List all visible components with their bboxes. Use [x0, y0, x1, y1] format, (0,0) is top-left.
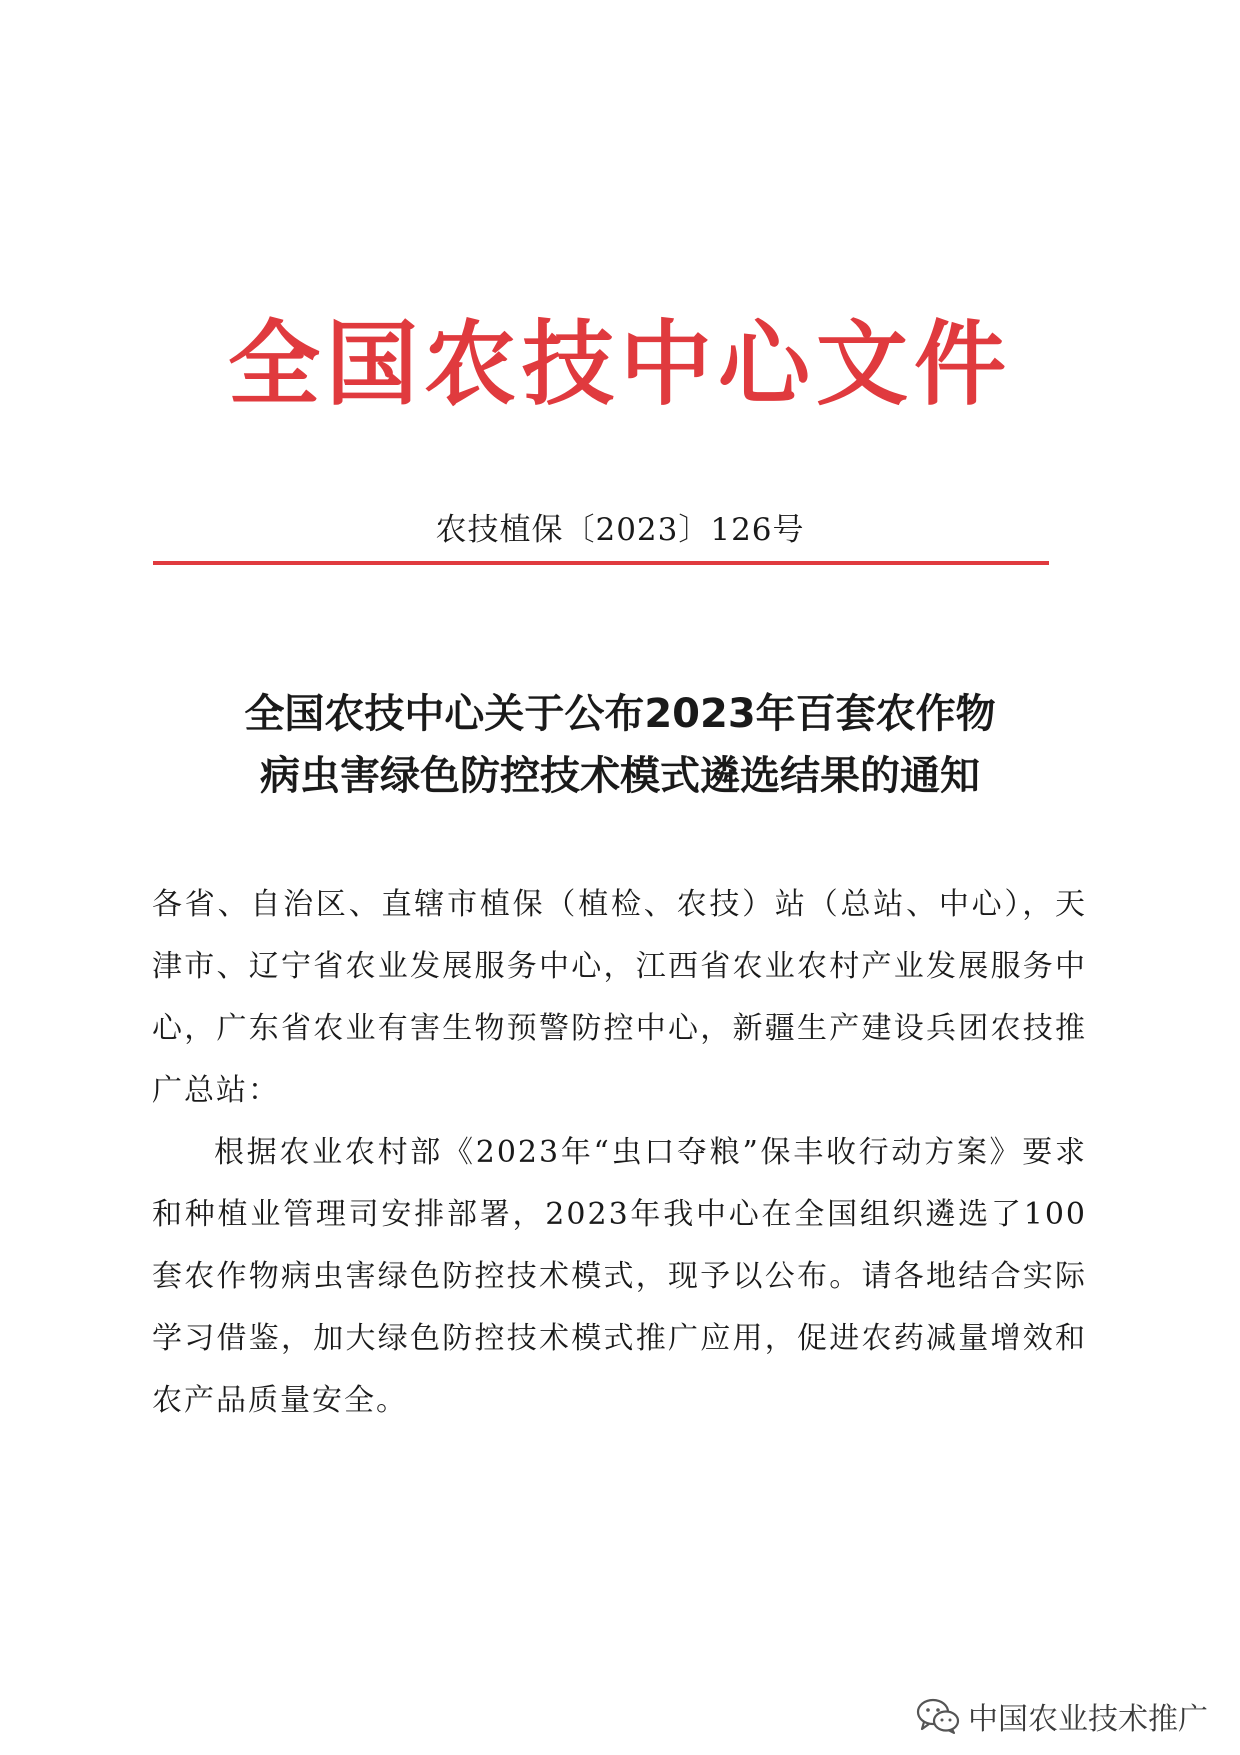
wechat-watermark: [916, 1696, 1208, 1736]
watermark-text: 中国农业技术推广: [968, 1702, 1208, 1737]
notice-addressee: 各省、自治区、直辖市植保（植检、农技）站（总站、中心），天津市、辽宁省农业发展服务中心，江西省农业农村产业发展服务中心，广东省农业有害生物预警防控中心，新疆生产建设兵团农技推广总站：: [152, 887, 1087, 1108]
document-header-title: 全国农技中心文件: [227, 311, 1012, 418]
document-number: 农技植保〔2023〕126号: [435, 512, 805, 548]
notice-title: [140, 683, 1100, 807]
notice-paragraph-1: 根据农业农村部《2023年“虫口夺粮”保丰收行动方案》要求和种植业管理司安排部署，2023年我中心在全国组织遴选了100套农作物病虫害绿色防控技术模式，现予以公布。请各地结合实际学习借鉴，加大绿色防控技术模式推广应用，促进农药减量增效和农产品质量安全。: [152, 1135, 1087, 1418]
notice-body: [152, 874, 1087, 1432]
notice-title-line-2: 病虫害绿色防控技术模式遴选结果的通知: [260, 753, 980, 799]
wechat-icon: [916, 1698, 960, 1734]
header-red-rule: [153, 561, 1049, 565]
notice-title-line-1: 全国农技中心关于公布2023年百套农作物: [244, 691, 996, 737]
